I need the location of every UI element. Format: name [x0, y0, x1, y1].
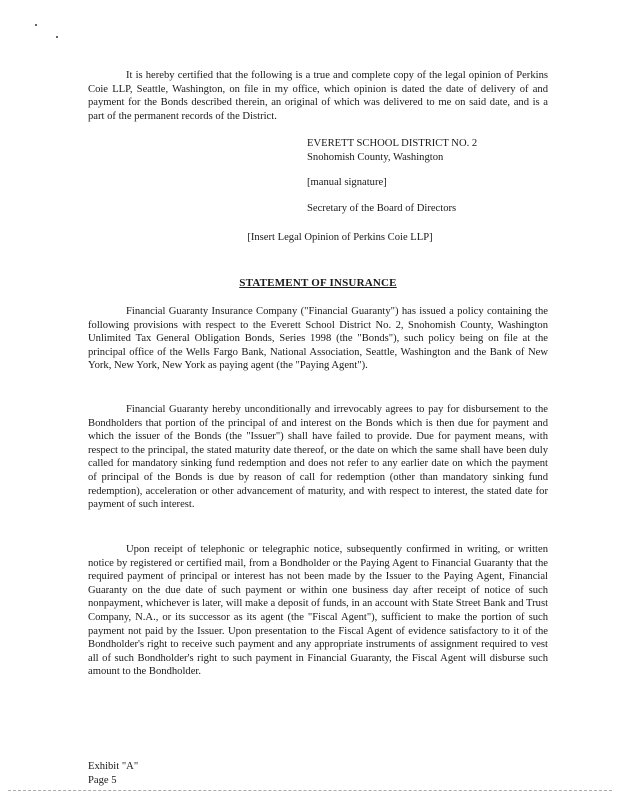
district-name: EVERETT SCHOOL DISTRICT NO. 2 — [307, 138, 478, 149]
insert-note: [Insert Legal Opinion of Perkins Coie LLP] — [247, 232, 433, 243]
county-name: Snohomish County, Washington — [307, 151, 444, 163]
certification-paragraph: It is hereby certified that the following is a true and complete copy of the legal opinion of Perkins Coie LLP, Seattle, Washington, on file in my office, which opinion is dated the date of delivery of and payment for the Bonds described therein, an original of which was delivered to me on said date, and is a part of the permanent records of the District. — [88, 70, 548, 122]
exhibit-label: Exhibit "A" — [88, 761, 139, 772]
signer-title: Secretary of the Board of Directors — [307, 202, 457, 214]
insurance-paragraph-2: Financial Guaranty hereby unconditionally and irrevocably agrees to pay for disbursement to the Bondholders that portion of the principal of and interest on the Bonds which is then due for payment and which the issuer of the Bonds (the "Issuer") shall have failed to provide. Due for payment means, with respect to the principal, the stated maturity date thereof, or the date on which the same shall have been duly called for mandatory sinking fund redemption and does not refer to any earlier date on which the payment of principal of the Bonds is due by reason of call for redemption (other than mandatory sinking fund redemption), acceleration or other advancement of maturity, and with respect to interest, the stated date for payment of such interest. — [88, 404, 548, 511]
signature-block — [307, 137, 567, 215]
scan-edge-line — [8, 790, 612, 791]
page-number: Page 5 — [88, 775, 117, 786]
manual-signature: [manual signature] — [307, 177, 387, 189]
scan-speck — [35, 24, 37, 26]
insurance-paragraph-3: Upon receipt of telephonic or telegraphic notice, subsequently confirmed in writing, or written notice by registered or certified mail, from a Bondholder or the Paying Agent to Financial Guaranty that the required payment of principal or interest has not been made by the Issuer to the Paying Agent, Financial Guaranty on the due date of such payment or within one business day after receipt of notice of such nonpayment, whichever is later, will make a deposit of funds, in an account with State Street Bank and Trust Company, N.A., or its successor as its agent (the "Fiscal Agent"), sufficient to make the portion of such payment not paid by the Issuer. Upon presentation to the Fiscal Agent of evidence satisfactory to it of the Bondholder's right to receive such payment and any appropriate instruments of assignment required to vest all of such Bondholder's right to such payment in Financial Guaranty, the Fiscal Agent will disburse such amount to the Bondholder. — [88, 544, 549, 678]
insurance-paragraph-1: Financial Guaranty Insurance Company ("Financial Guaranty") has issued a policy containing the following provisions with respect to the Everett School District No. 2, Snohomish County, Washington Unlimited Tax General Obligation Bonds, Series 1998 (the "Bonds"), such policy being on file at the principal office of the Wells Fargo Bank, National Association, Seattle, Washington and the Bank of New York, New York, New York as paying agent (the "Paying Agent"). — [88, 306, 548, 372]
section-heading: STATEMENT OF INSURANCE — [239, 277, 397, 289]
scan-speck — [56, 36, 58, 38]
